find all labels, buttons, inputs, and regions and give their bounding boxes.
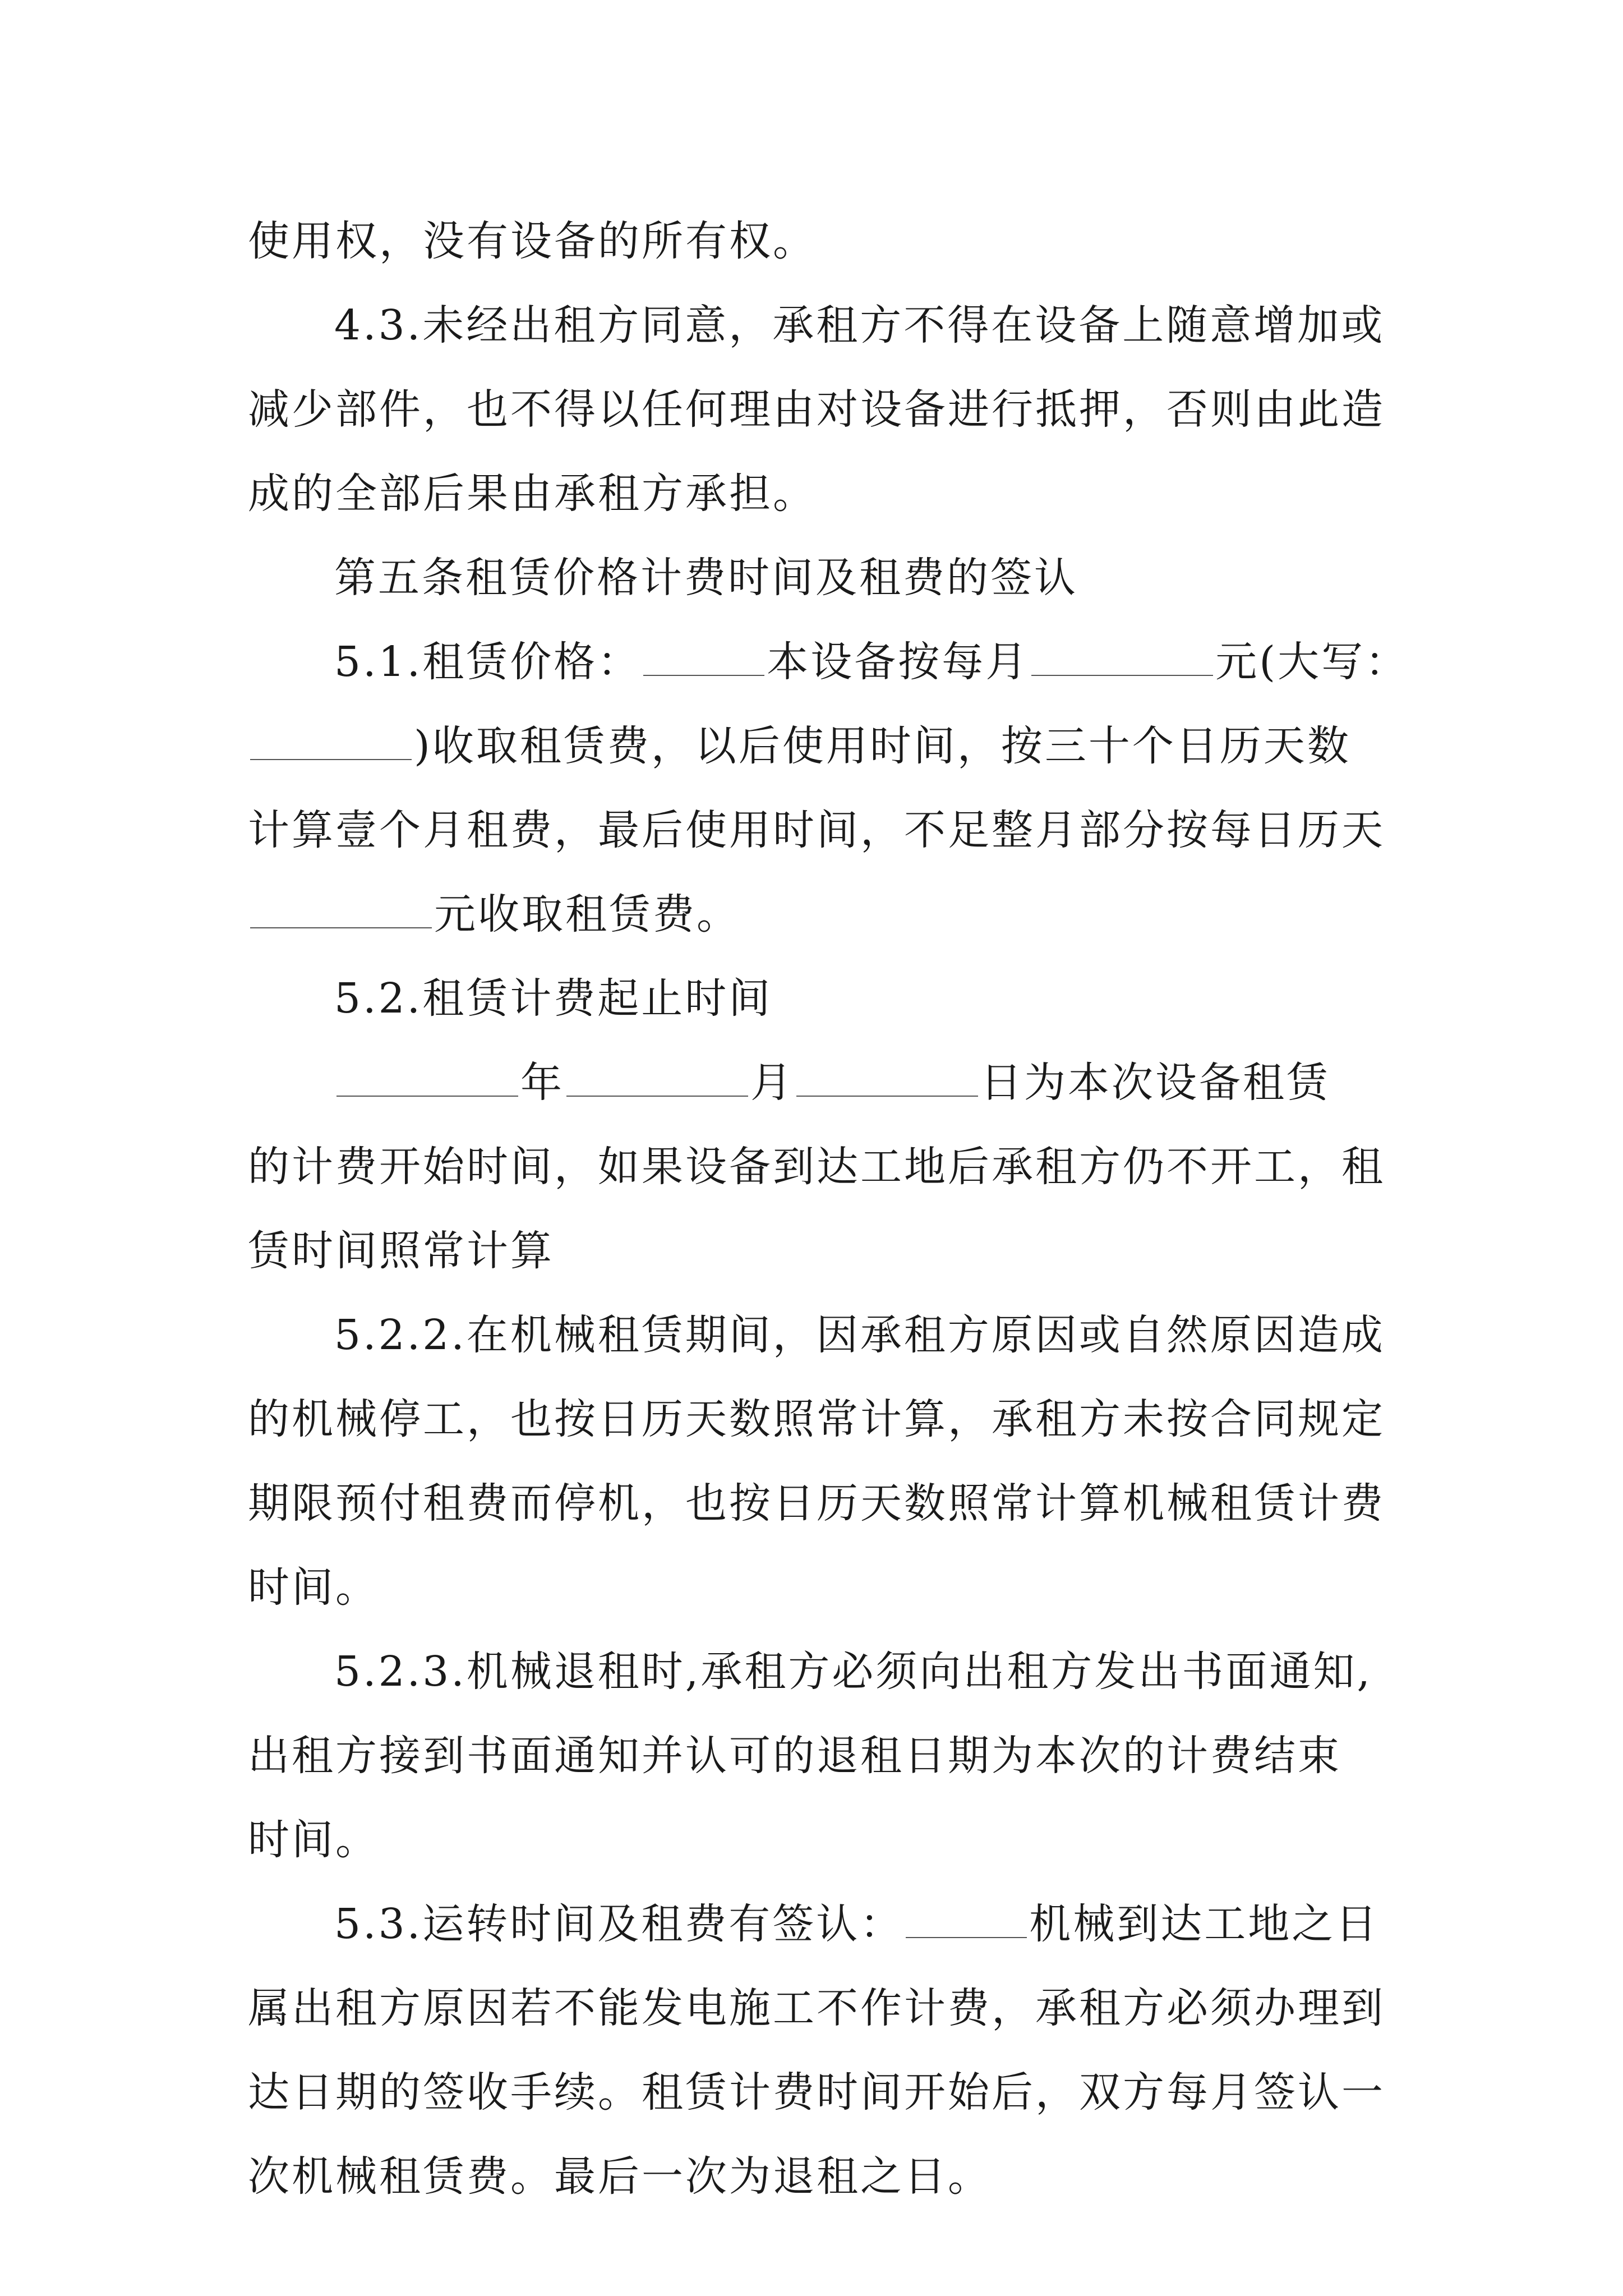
text-run: 第五条租赁价格计费时间及租费的签认 [334, 554, 1078, 602]
text-run: 减少部件，也不得以任何理由对设备进行抵押，否则由此造 [248, 385, 1385, 434]
text-run: 期限预付租费而停机，也按日历天数照常计算机械租赁计费 [248, 1479, 1385, 1527]
text-line [248, 1798, 1386, 1882]
text-run: )收取租赁费，以后使用时间，按三十个日历天数 [414, 722, 1351, 770]
text-line [248, 1966, 1386, 2050]
fill-in-blank [906, 1903, 1027, 1938]
text-run: 5.2.租赁计费起止时间 [334, 974, 773, 1023]
contract-text-body [248, 199, 1409, 2219]
text-line [248, 620, 1409, 704]
text-line [248, 872, 1386, 956]
text-run: 属出租方原因若不能发电施工不作计费，承租方必须办理到 [248, 1984, 1385, 2032]
text-run: 出租方接到书面通知并认可的退租日期为本次的计费结束 [248, 1732, 1341, 1780]
text-run: 的计费开始时间，如果设备到达工地后承租方仍不开工，租 [248, 1143, 1385, 1191]
text-run: 次机械租赁费。最后一次为退租之日。 [248, 2152, 992, 2201]
text-run: 5.3.运转时间及租费有签认： [334, 1900, 904, 1948]
text-run: 4.3.未经出租方同意，承租方不得在设备上随意增加或 [334, 301, 1385, 349]
fill-in-blank [250, 894, 432, 928]
text-line [248, 283, 1386, 367]
text-run: 元收取租赁费。 [434, 890, 740, 938]
text-line [248, 1377, 1386, 1461]
text-line [248, 2050, 1386, 2134]
text-line [248, 1630, 1386, 1714]
text-run: 5.2.2.在机械租赁期间，因承租方原因或自然原因造成 [334, 1311, 1385, 1359]
text-line [248, 1882, 1386, 1966]
text-line [248, 367, 1386, 452]
fill-in-blank [566, 1062, 748, 1097]
text-line [248, 1545, 1386, 1630]
text-run: 本设备按每月 [767, 638, 1030, 686]
text-run: 5.1.租赁价格： [334, 638, 642, 686]
text-line [248, 199, 1386, 283]
text-line [248, 788, 1386, 872]
text-run: 成的全部后果由承租方承担。 [248, 470, 817, 518]
text-run: 5.2.3.机械退租时,承租方必须向出租方发出书面通知, [334, 1648, 1372, 1696]
text-run: 使用权，没有设备的所有权。 [248, 217, 817, 265]
fill-in-blank [1031, 641, 1213, 676]
fill-in-blank [643, 641, 764, 676]
text-line [248, 452, 1386, 536]
text-line [248, 956, 1386, 1041]
text-line [248, 1714, 1386, 1798]
text-line [248, 1461, 1386, 1545]
fill-in-blank [250, 725, 412, 760]
fill-in-blank [796, 1062, 978, 1097]
fill-in-blank [336, 1062, 518, 1097]
text-run: 日为本次设备租赁 [980, 1059, 1330, 1107]
text-run: 年 [520, 1059, 564, 1107]
text-run: 时间。 [248, 1563, 379, 1612]
text-run: 计算壹个月租费，最后使用时间，不足整月部分按每日历天 [248, 806, 1385, 854]
text-run: 达日期的签收手续。租赁计费时间开始后，双方每月签认一 [248, 2068, 1385, 2116]
text-run: 的机械停工，也按日历天数照常计算，承租方未按合同规定 [248, 1395, 1385, 1443]
text-run: 时间。 [248, 1816, 379, 1864]
text-line [248, 704, 1386, 788]
text-run: 机械到达工地之日 [1029, 1900, 1380, 1948]
text-line [248, 536, 1386, 620]
text-run: 月 [750, 1059, 794, 1107]
text-run: 元(大写： [1215, 638, 1409, 686]
text-line [248, 2134, 1386, 2219]
text-line [248, 1125, 1386, 1209]
text-line [248, 1293, 1386, 1377]
text-line [248, 1209, 1386, 1293]
text-line [248, 1041, 1386, 1125]
text-run: 赁时间照常计算 [248, 1227, 554, 1275]
